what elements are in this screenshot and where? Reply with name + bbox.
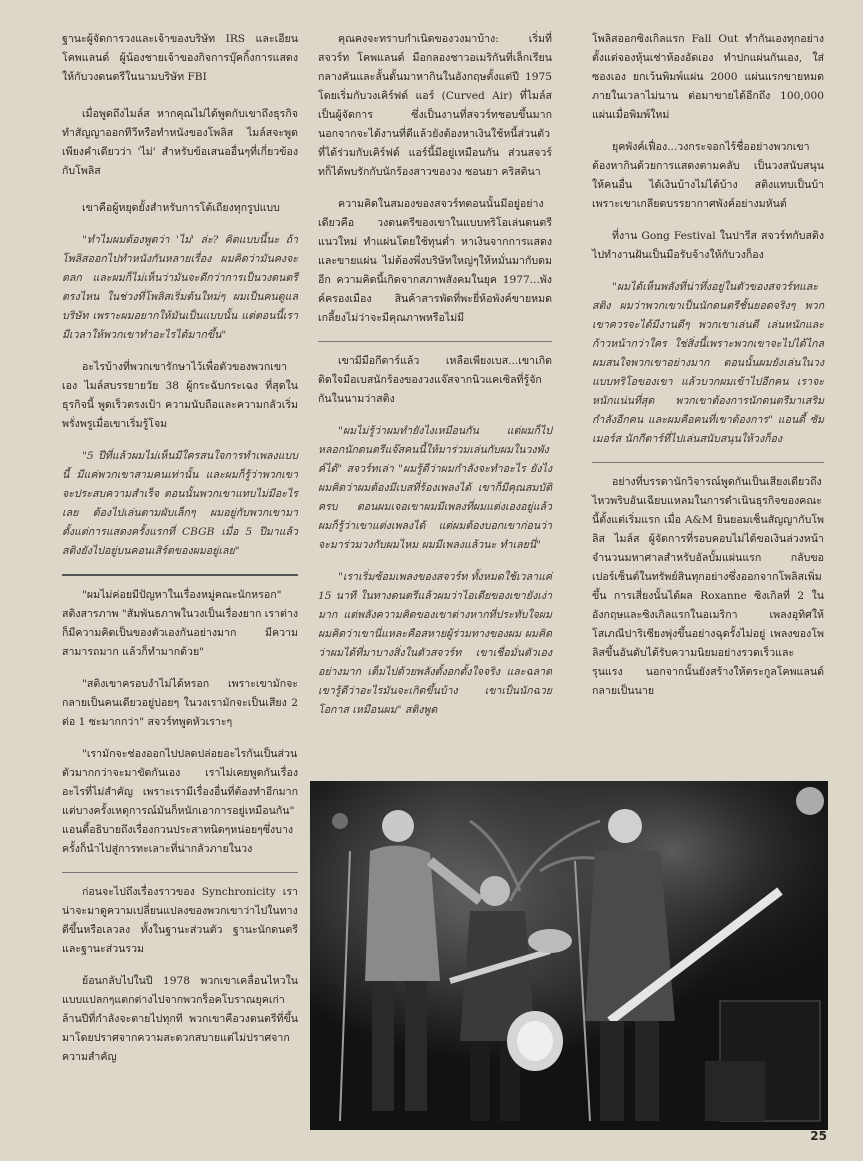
column-middle bbox=[318, 30, 552, 733]
article-paragraph: ยุคพังค์เฟื่อง...วงกระจอกไร้ชื่ออย่างพวกเขาต้องหากินด้วยการแสดงตามคลับ เป็นวงสนับสนุนให้คนอื่น ได้เงินบ้างไม่ได้บ้าง สติงแทบเป็นบ้าเพราะเขาเกลียดบรรยากาศพังค์อย่างมหันต์ bbox=[592, 141, 824, 210]
section-divider bbox=[592, 462, 824, 463]
section-divider bbox=[62, 574, 298, 576]
quote-paragraph: "เราเริ่มซ้อมเพลงของสจวร์ท ทั้งหมดใช้เวลาแค่ 15 นาที ในทางดนตรีแล้วผมว่าไอเดียของเขายังเง่ามาก แต่พลังความคิดของเขาต่างหากที่ประทับใจผม ผมคิดว่าเขานี่แหละคือสหายผู้ร่วมทางของผม ผมคิดว่าผมได้ที่มาบางสิ่งในตัวสจวร์ท เขาเชื่อมั่นตัวเองอย่างมาก เต็มไปด้วยพลังตั้งอกตั้งใจจริง และฉลาด เขารู้ดีว่าอะไรมันจะเกิดขึ้นบ้าง เขาเป็นนักฉวยโอกาส เหมือนผม" สติงพูด bbox=[318, 571, 552, 716]
article-paragraph: ก่อนจะไปถึงเรื่องราวของ Synchronicity เราน่าจะมาดูความเปลี่ยนแปลงของพวกเขาว่าไปในทางดีขึ้นหรือเลวลง ทั้งในฐานะส่วนตัว ฐานะนักดนตรีและฐานะส่วนรวม bbox=[62, 886, 298, 955]
section-divider bbox=[318, 341, 552, 342]
quote-paragraph: "ผมได้เห็นพลังที่น่าทึ่งอยู่ในตัวของสจวร์ทและสติง ผมว่าพวกเขาเป็นนักดนตรีชั้นยอดจริงๆ พวกเขาควรจะได้มีงานดีๆ พวกเขาเล่นดี เล่นหนักและก้าวหน้ากว่าใคร ใช่สิ่งนี้เพราะพวกเขาจะไปได้ไกล ผมสนใจพวกเขาอย่างมาก ตอนนั้นผมยังเล่นในวงแบบทริโอของเขา แล้วบวกผมเข้าไปอีกคน เราจะหนักแน่นที่สุด พวกเขาต้องการนักดนตรีมาเสริมกำลังอีกคน และผมคือคนที่เขาต้องการ" แอนดี้ ซัมเมอร์ส นักกีตาร์ที่ไปเล่นสนับสนุนให้วงก็อง bbox=[592, 281, 824, 445]
article-paragraph: "สติงเขาครอบงำไม่ได้หรอก เพราะเขามักจะกลายเป็นคนเดียวอยู่บ่อยๆ ในวงเรามักจะเป็นเสียง 2 ต่อ 1 ซะมากกว่า" สจวร์ทพูดหัวเราะๆ bbox=[62, 678, 298, 728]
column-left bbox=[62, 30, 298, 1080]
section-divider bbox=[62, 872, 298, 873]
article-paragraph: ย้อนกลับไปในปี 1978 พวกเขาเคลื่อนไหวในแบบแปลกๆแตกต่างไปจากพวกร็อคโบราณยุคเก่าล้านปีที่กำลังจะตายไปทุกที พวกเขาคือวงดนตรีที่ขึ้นมาโดยปราศจากความสะดวกสบายแต่ไม่ปราศจากความสำคัญ bbox=[62, 975, 298, 1063]
article-paragraph: โพลิสออกซิงเกิลแรก Fall Out ทำกันเองทุกอย่าง ตั้งแต่จองหุ้นเช่าห้องอัดเอง ทำปกแผ่นกันเอง, ใส่ซองเอง ยกเว้นพิมพ์แผ่น 2000 แผ่นแรกขายหมดภายในเวลาไม่นาน ต่อมาขายได้อีกถึง 100,000 แผ่นเมื่อพิมพ์ใหม่ bbox=[592, 33, 824, 121]
article-paragraph: "เรามักจะช่องออกไปปลดปล่อยอะไรกันเป็นส่วนตัวมากกว่าจะมาขัดกันเอง เราไม่เคยพูดกันเรื่องอะไรที่ไม่สำคัญ เพราะเรามีเรื่องอื่นที่ต้องทำอีกมาก แต่บางครั้งเหตุการณ์มันก็หนักเอาการอยู่เหมือนกัน" แอนดี้อธิบายถึงเรื่องกวนประสาทนิดๆหน่อยๆซึ่งบางครั้งก็นำไปสู่การทะเลาะที่น่ากลัวภายในวง bbox=[62, 748, 298, 855]
page-number: 25 bbox=[810, 1129, 827, 1143]
quote-paragraph: "ผมไม่รู้ว่าผมทำยังไงเหมือนกัน แต่ผมก็ไปหลอกนักดนตรีแจ๊สคนนี้ให้มาร่วมเล่นกับผมในวงพังค์ได้" สจวร์ทเล่า "ผมรู้ดีว่าผมกำลังจะทำอะไร ยังไงผมคิดว่าผมต้องมีเบสที่ร้องเพลงได้ เขาก็มีคุณสมบัติครบ ตอนผมเจอเขาผมมีเพลงที่ผมแต่งเองอยู่แล้ว ผมก็รู้ว่าเขาแต่งเพลงได้ แต่ผมต้องบอกเขาก่อนว่าจะมาร่วมวงกับผมไหม ผมมีเพลงแล้วนะ ทำเลยนี่" bbox=[318, 425, 552, 551]
article-paragraph: อย่างที่บรรดานักวิจารณ์พูดกันเป็นเสียงเดียวถึงไหวพริบอันเฉียบแหลมในการดำเนินธุรกิจของคณะนี้ตั้งแต่เริ่มแรก เมื่อ A&M ยินยอมเซ็นสัญญากับโพลิส ไมล์ส ผู้จัดการที่รอบคอบไม่ได้ขอเงินล่วงหน้าจำนวนมหาศาลสำหรับอัลบั้มแผ่นแรก กลับขอเปอร์เซ็นต์ในทรัพย์สินทุกอย่างซึ่งออกจากโพลิสเพิ่มขึ้น การเสี่ยงนั้นได้ผล Roxanne ซิงเกิลที่ 2 ในอังกฤษและซิงเกิลแรกในอเมริกา เพลงอุทิศให้โสเภณีปาริเซียงพุ่งขึ้นอย่างฉุดรั้งไม่อยู่ เพลงของโพลิสขึ้นอันดับได้รับความนิยมอย่างรวดเร็วและรุนแรง นอกจากนั้นยังสร้างให้ตระกูลโคพแลนด์กลายเป็นนาย bbox=[592, 476, 824, 697]
quote-paragraph: "ทำไมผมต้องพูดว่า 'ไม่' ล่ะ? คิดแบบนี้นะ ถ้าโพลิสออกไปทำหนังกันหลายเรื่อง ผมคิดว่ามันคงจะตลก และผมก็ไม่เห็นว่ามันจะดีกว่าการเป็นวงดนตรีตรงไหน ในช่วงที่โพลิสเริ่มต้นใหม่ๆ ผมเป็นคนดูแลบริษัท เพราะผมอยากให้มันเป็นแบบนั้น แต่ตอนนี้เรามีเวลาให้พวกเขาทำอะไรได้มากขึ้น" bbox=[62, 234, 298, 341]
article-paragraph: เขามีมือกีตาร์แล้ว เหลือเพียงเบส...เขาเกิดติดใจมือเบสนักร้องของวงแจ๊สจากนิวแคเซิลที่รู้จักกันในนามว่าสติง bbox=[318, 355, 552, 405]
article-paragraph: เมื่อพูดถึงไมล์ส หากคุณไม่ได้พูดกับเขาถึงธุรกิจทำสัญญาออกทีวีหรือทำหนังของโพลิส ไมล์สจะพูดเพียงคำเดียวว่า 'ไม่' สำหรับข้อเสนออื่นๆที่เกี่ยวข้องกับโพลิส bbox=[62, 108, 298, 177]
article-paragraph: คุณคงจะทราบกำเนิดของวงมาบ้าง: เริ่มที่ สจวร์ท โคพแลนด์ มือกลองชาวอเมริกันที่เล็กเรียนกลางคันและลั้นดั้นมาหากินในอังกฤษตั้งแต่ปี 1975 โดยเริ่มกับวงเคิร์ฟด์ แอร์ (Curved Air) ที่ไมล์สเป็นผู้จัดการ ซึ่งเป็นงานที่สจวร์ทชอบขึ้นมาก นอกจากจะได้งานที่ดีแล้วยังต้องหาเงินใช้หนี้ส่วนตัวที่ได้ร่วมกับเคิร์ฟด์ แอร์นี้มีอยู่เหมือนกัน ส่วนสจวร์ทก็ได้พบรักกับนักร้องสาวของวง ซอนยา คริสตินา bbox=[318, 33, 552, 178]
article-paragraph: ความคิดในสมองของสจวร์ทตอนนั้นมีอยู่อย่างเดียวคือ วงดนตรีของเขาในแบบทริโอเล่นดนตรีแนวใหม่ ทำแผ่นโดยใช้ทุนต่ำ หาเงินจากการแสดงและขายแผ่น ไม่ต้องพึ่งบริษัทใหญ่ๆให้หมั่นมากับดมอีก ความคิดนี้เกิดจากสภาพสังคมในยุค 1977...พังค์ครองเมือง สินค้าสารพัดที่พะยี่ห้อพังค์ขายหมดเกลี้ยงไม่ว่าจะมีคุณภาพหรือไม่มี bbox=[318, 198, 552, 324]
article-paragraph: ที่งาน Gong Festival ในปารีส สจวร์ทกับสติงไปทำงานฝันเป็นมือรับจ้างให้กับวงก็อง bbox=[592, 230, 824, 261]
quote-paragraph: "5 ปีที่แล้วผมไม่เห็นมีใครสนใจการทำเพลงแบบนี้ มีแค่พวกเขาสามคนเท่านั้น และผมก็รู้ว่าพวกเขาจะประสบความสำเร็จ ตอนนั้นพวกเขาแทบไม่มีอะไรเลย ต้องไปเล่นตามผับเล็กๆ ผมอยู่กับพวกเขามาตั้งแต่การแสดงครั้งแรกที่ CBGB เมื่อ 5 ปีมาแล้ว สติงยังไปอยู่บนคอนเสิร์ตของผมอยู่เลย" bbox=[62, 450, 298, 557]
concert-photo bbox=[310, 781, 828, 1130]
concert-photo-image bbox=[310, 781, 828, 1130]
article-paragraph: อะไรบ้างที่พวกเขารักษาไว้เพื่อตัวของพวกเขาเอง ไมล์สบรรยายวัย 38 ผู้กระฉับกระเฉง ที่สุดในธุรกิจนี้ พูดเร็วตรงเป้า ความนับถือและความกลัวเริ่มพรั่งพรูเมื่อเขาเริ่มรู้โจม bbox=[62, 361, 298, 430]
article-paragraph: "ผมไม่ค่อยมีปัญหาในเรื่องหมู่คณะนักหรอก" สติงสารภาพ "สัมพันธภาพในวงเป็นเรื่องยาก เราต่างก็มีความคิดเป็นของตัวเองกันอย่างมาก มีความสามารถมาก แล้วก็ทำมากด้วย" bbox=[62, 589, 299, 658]
article-paragraph: เขาคือผู้หยุดยั้งสำหรับการโต้เถียงทุกรูปแบบ bbox=[82, 202, 280, 214]
column-right bbox=[592, 30, 824, 714]
article-paragraph: ฐานะผู้จัดการวงและเจ้าของบริษัท IRS และเอียน โคพแลนด์ ผู้น้องชายเจ้าของกิจการบุ๊คกิ้งการแสดงให้กับวงดนตรีในนามบริษัท FBI bbox=[62, 33, 298, 83]
